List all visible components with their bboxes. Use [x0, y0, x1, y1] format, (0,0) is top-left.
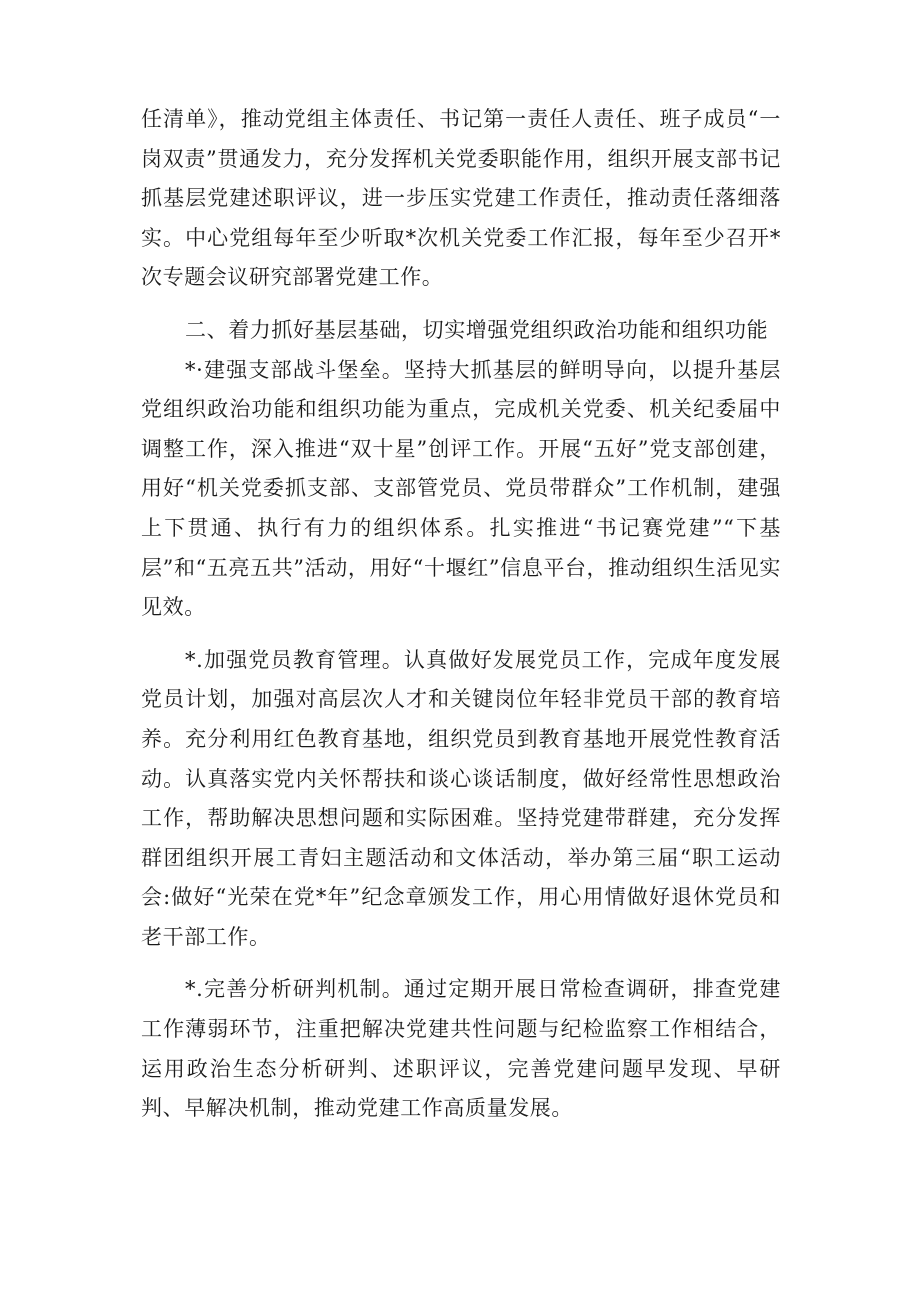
paragraph-member-education: *.加强党员教育管理。认真做好发展党员工作，完成年度发展党员计划，加强对高层次人才和关键岗位年轻非党员干部的教育培养。充分利用红色教育基地，组织党员到教育基地开展党性教育活动。认真落实党内关怀帮扶和谈心谈话制度，做好经常性思想政治工作，帮助解决思想问题和实际困难。坚持党建带群建，充分发挥群团组织开展工青妇主题活动和文体活动，举办第三届“职工运动会:做好“光荣在党*年”纪念章颁发工作，用心用情做好退休党员和老干部工作。 — [141, 647, 781, 949]
paragraph-continuation: 任清单》，推动党组主体责任、书记第一责任人责任、班子成员“一岗双责”贯通发力，充分发挥机关党委职能作用，组织开展支部书记抓基层党建述职评议，进一步压实党建工作责任，推动责任落细落实。中心党组每年至少听取*次机关党委工作汇报，每年至少召开*次专题会议研究部署党建工作。 — [141, 107, 781, 290]
document-body — [141, 100, 781, 1129]
paragraph-branch-fortress: *·建强支部战斗堡垒。坚持大抓基层的鲜明导向，以提升基层党组织政治功能和组织功能为重点，完成机关党委、机关纪委届中调整工作，深入推进“双十星”创评工作。开展“五好”党支部创建，用好“机关党委抓支部、支部管党员、党员带群众”工作机制，建强上下贯通、执行有力的组织体系。扎实推进“书记赛党建”“下基层”和“五亮五共”活动，用好“十堰红”信息平台，推动组织生活见实见效。 — [141, 357, 781, 620]
paragraph-analysis-mechanism: *.完善分析研判机制。通过定期开展日常检查调研，排查党建工作薄弱环节，注重把解决党建共性问题与纪检监察工作相结合，运用政治生态分析研判、述职评议，完善党建问题早发现、早研判、早解决机制，推动党建工作高质量发展。 — [141, 977, 781, 1121]
section-heading: 二、着力抓好基层基础，切实增强党组织政治功能和组织功能 — [185, 317, 769, 342]
